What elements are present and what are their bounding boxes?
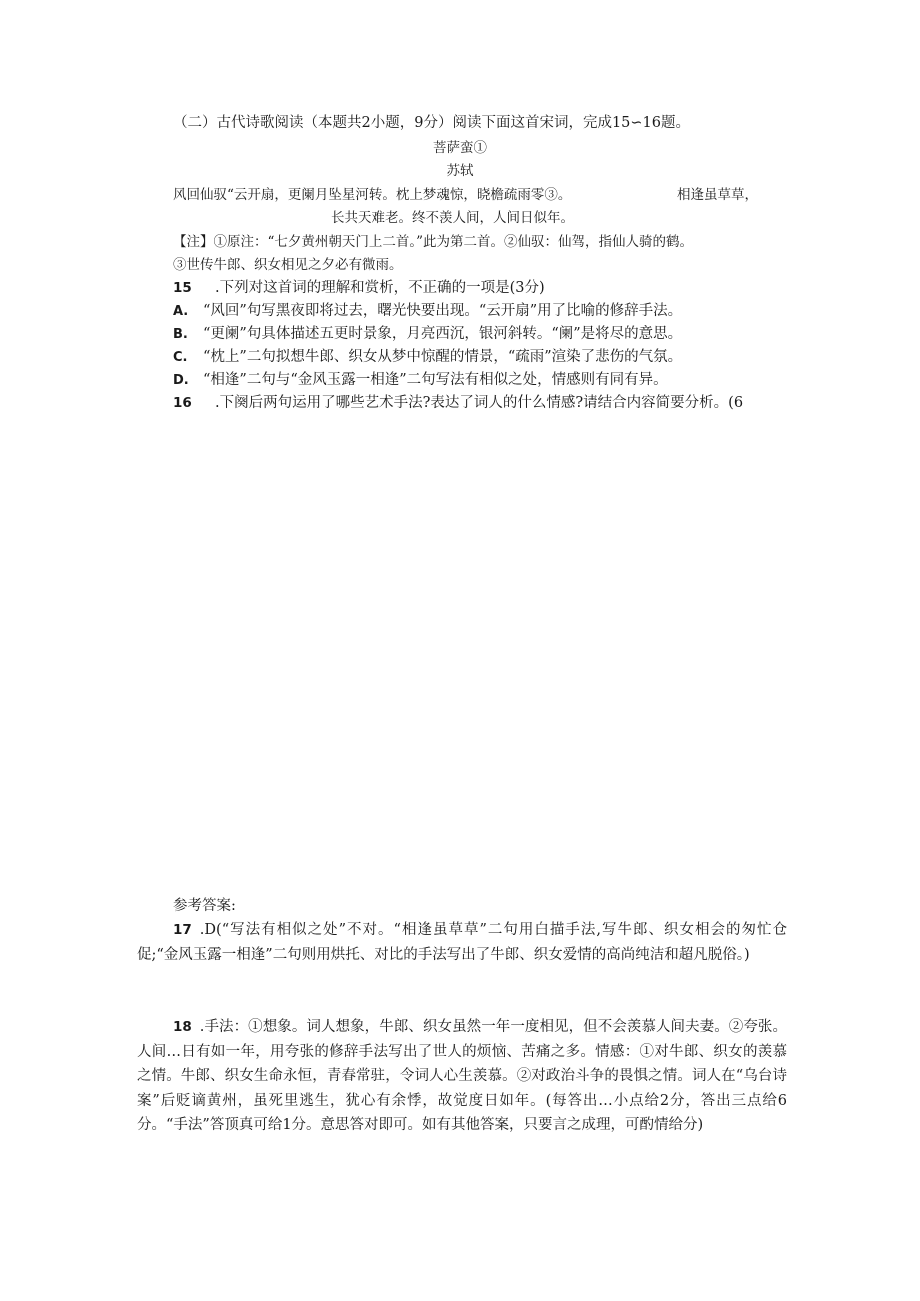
poem-line-1: 风回仙驭“云开扇，更阑月坠星河转。枕上梦魂惊，晓檐疏雨零③。 bbox=[173, 187, 572, 203]
option-b-letter: B. bbox=[173, 327, 188, 342]
option-a bbox=[173, 301, 682, 322]
poem-note-1: 【注】①原注：“七夕黄州朝天门上二首。”此为第二首。②仙驭：仙驾，指仙人骑的鹤。 bbox=[173, 234, 694, 250]
option-a-letter: A. bbox=[173, 304, 189, 319]
option-a-text: “风回”句写黑夜即将过去，曙光快要出现。“云开扇”用了比喻的修辞手法。 bbox=[203, 303, 683, 319]
option-d bbox=[173, 370, 668, 391]
question-15-stem: .下列对这首词的理解和赏析，不正确的一项是(3分) bbox=[215, 280, 545, 296]
question-16-stem: .下阕后两句运用了哪些艺术手法?表达了词人的什么情感?请结合内容简要分析。(6 bbox=[215, 395, 744, 411]
option-c bbox=[173, 347, 682, 368]
option-d-letter: D. bbox=[173, 373, 189, 388]
answer-17-number: 17 bbox=[173, 922, 192, 938]
question-15 bbox=[173, 278, 545, 298]
answer-18-text: .手法：①想象。词人想象，牛郎、织女虽然一年一度相见，但不会羡慕人间夫妻。②夸张。人间…日有如一年，用夸张的修辞手法写出了世人的烦恼、苦痛之多。情感：①对牛郎、织女的羡慕之情。牛郎、织女生命永恒，青春常驻，令词人心生羡慕。②对政治斗争的畏惧之情。词人在“乌台诗案”后贬谪黄州，虽死里逃生，犹心有余悸，故觉度日如年。(每答出…小点给2分，答出三点给6分。“手法”答顶真可给1分。意思答对即可。如有其他答案，只要言之成理，可酌情给分) bbox=[137, 1019, 787, 1133]
option-c-letter: C. bbox=[173, 350, 188, 365]
answer-17-text: .D(“写法有相似之处”不对。“相逢虽草草”二句用白描手法,写牛郎、织女相会的匆忙仓促;“金风玉露一相逢”二句则用烘托、对比的手法写出了牛郎、织女爱情的高尚纯洁和超凡脱俗。) bbox=[137, 922, 787, 963]
poem-line-1-tail: 相逢虽草草， bbox=[677, 187, 758, 203]
answers-heading: 参考答案: bbox=[173, 898, 236, 914]
option-b bbox=[173, 324, 682, 345]
poem-author: 苏轼 bbox=[446, 163, 474, 179]
poem-title: 菩萨蛮① bbox=[433, 140, 487, 156]
question-16-number: 16 bbox=[173, 395, 192, 411]
answer-17 bbox=[137, 918, 787, 967]
option-c-text: “枕上”二句拟想牛郎、织女从梦中惊醒的情景，“疏雨”渲染了悲伤的气氛。 bbox=[203, 349, 683, 365]
answer-18 bbox=[137, 1015, 787, 1138]
question-15-number: 15 bbox=[173, 280, 192, 296]
section-header: （二）古代诗歌阅读（本题共2小题，9分）阅读下面这首宋词，完成15∽16题。 bbox=[173, 115, 690, 131]
poem-line-2: 长共天难老。终不羡人间，人间日似年。 bbox=[331, 210, 574, 226]
question-16 bbox=[173, 393, 743, 413]
option-d-text: “相逢”二句与“金风玉露一相逢”二句写法有相似之处，情感则有同有异。 bbox=[203, 372, 668, 388]
answer-18-number: 18 bbox=[173, 1019, 192, 1035]
poem-note-2: ③世传牛郎、织女相见之夕必有微雨。 bbox=[173, 257, 403, 273]
option-b-text: “更阑”句具体描述五更时景象，月亮西沉，银河斜转。“阑”是将尽的意思。 bbox=[203, 326, 683, 342]
